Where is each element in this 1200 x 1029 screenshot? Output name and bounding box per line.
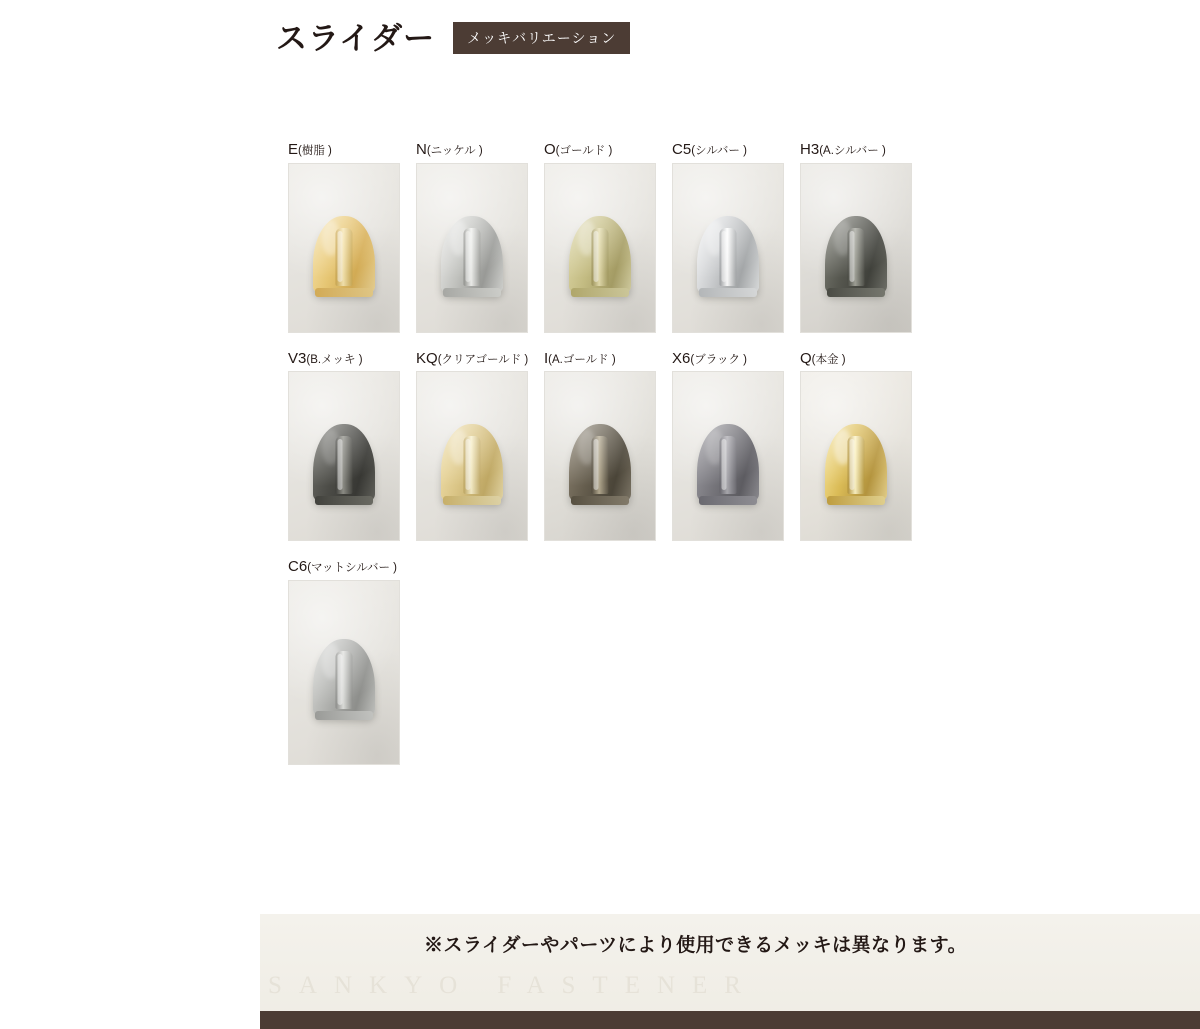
swatch-code: V3 [288,349,307,367]
slider-rib [848,436,865,494]
swatch-photo [544,163,656,333]
slider-body [569,216,631,294]
slider-foot [443,288,500,297]
swatch-v3[interactable] [288,351,400,542]
slider-rib [720,436,737,494]
swatch-code: N [416,141,427,158]
swatch-label [800,351,912,367]
swatch-code: E [288,141,299,158]
swatch-n[interactable] [416,142,528,333]
swatch-label [288,351,400,367]
swatch-desc: (本金 ) [811,353,846,366]
swatch-e[interactable] [288,142,400,333]
slider-foot [571,496,628,505]
swatch-desc: (A.ゴールド ) [548,353,616,366]
slider-foot [699,288,756,297]
swatch-code: Q [800,349,812,367]
swatch-label [544,351,656,367]
swatch-row [288,559,928,765]
brand-watermark: SANKYO FASTENER [268,972,758,999]
slider-foot [443,496,500,505]
swatch-photo [288,580,400,765]
slider-foot [827,288,884,297]
page-title: スライダー [276,20,436,56]
slider-body [313,424,375,502]
slider-rib [848,228,865,286]
swatch-label [672,142,784,158]
slider-foot [315,711,372,720]
footer-bar [260,1011,1200,1029]
slider-foot [827,496,884,505]
swatch-kq[interactable] [416,351,528,542]
swatch-q[interactable] [800,351,912,542]
swatch-c6[interactable] [288,559,400,765]
swatch-desc: (マットシルバー ) [307,562,397,574]
slider-body [825,424,887,502]
swatch-desc: (シルバー ) [691,145,747,157]
swatch-code: C6 [288,558,308,575]
swatch-photo [672,371,784,541]
swatch-code: X6 [672,349,691,367]
slider-rib [592,228,609,286]
swatch-code: KQ [416,349,438,367]
swatch-x6[interactable] [672,351,784,542]
swatch-o[interactable] [544,142,656,333]
swatch-desc: (ニッケル ) [426,145,483,157]
swatch-desc: (クリアゴールド ) [437,353,529,366]
swatch-row [288,351,928,542]
swatch-photo [416,163,528,333]
swatch-photo [288,163,400,333]
slider-body [313,216,375,294]
swatch-code: O [544,141,556,158]
slider-body [697,424,759,502]
swatch-label [416,142,528,158]
slider-body [569,424,631,502]
swatch-label [288,559,400,575]
swatch-code: I [544,349,549,367]
swatch-h3[interactable] [800,142,912,333]
swatch-c5[interactable] [672,142,784,333]
swatch-desc: (ゴールド ) [555,145,613,157]
page-header [276,22,630,54]
swatch-photo [288,371,400,541]
swatch-label [416,351,528,367]
slider-foot [315,288,372,297]
swatch-photo [544,371,656,541]
swatch-code: H3 [800,141,820,158]
swatch-grid [288,142,928,783]
swatch-label [800,142,912,158]
swatch-photo [416,371,528,541]
swatch-desc: (A.シルバー ) [819,145,886,157]
slider-body [313,639,375,717]
slider-foot [571,288,628,297]
slider-rib [464,228,481,286]
swatch-label [288,142,400,158]
slider-body [697,216,759,294]
slider-body [441,216,503,294]
swatch-photo [672,163,784,333]
slider-rib [592,436,609,494]
slider-rib [464,436,481,494]
swatch-code: C5 [672,141,692,158]
swatch-label [672,351,784,367]
swatch-photo [800,163,912,333]
slider-rib [336,436,353,494]
variation-badge: メッキバリエーション [453,22,630,54]
slider-rib [336,651,353,709]
slider-foot [699,496,756,505]
slider-rib [336,228,353,286]
swatch-i[interactable] [544,351,656,542]
slider-rib [720,228,737,286]
footer-note: ※スライダーやパーツにより使用できるメッキは異なります。 [424,935,968,956]
swatch-row [288,142,928,333]
swatch-label [544,142,656,158]
swatch-desc: (ブラック ) [690,353,747,366]
slider-body [825,216,887,294]
swatch-desc: (樹脂 ) [298,145,332,157]
slider-body [441,424,503,502]
swatch-desc: (B.メッキ ) [306,353,363,366]
swatch-photo [800,371,912,541]
slider-foot [315,496,372,505]
